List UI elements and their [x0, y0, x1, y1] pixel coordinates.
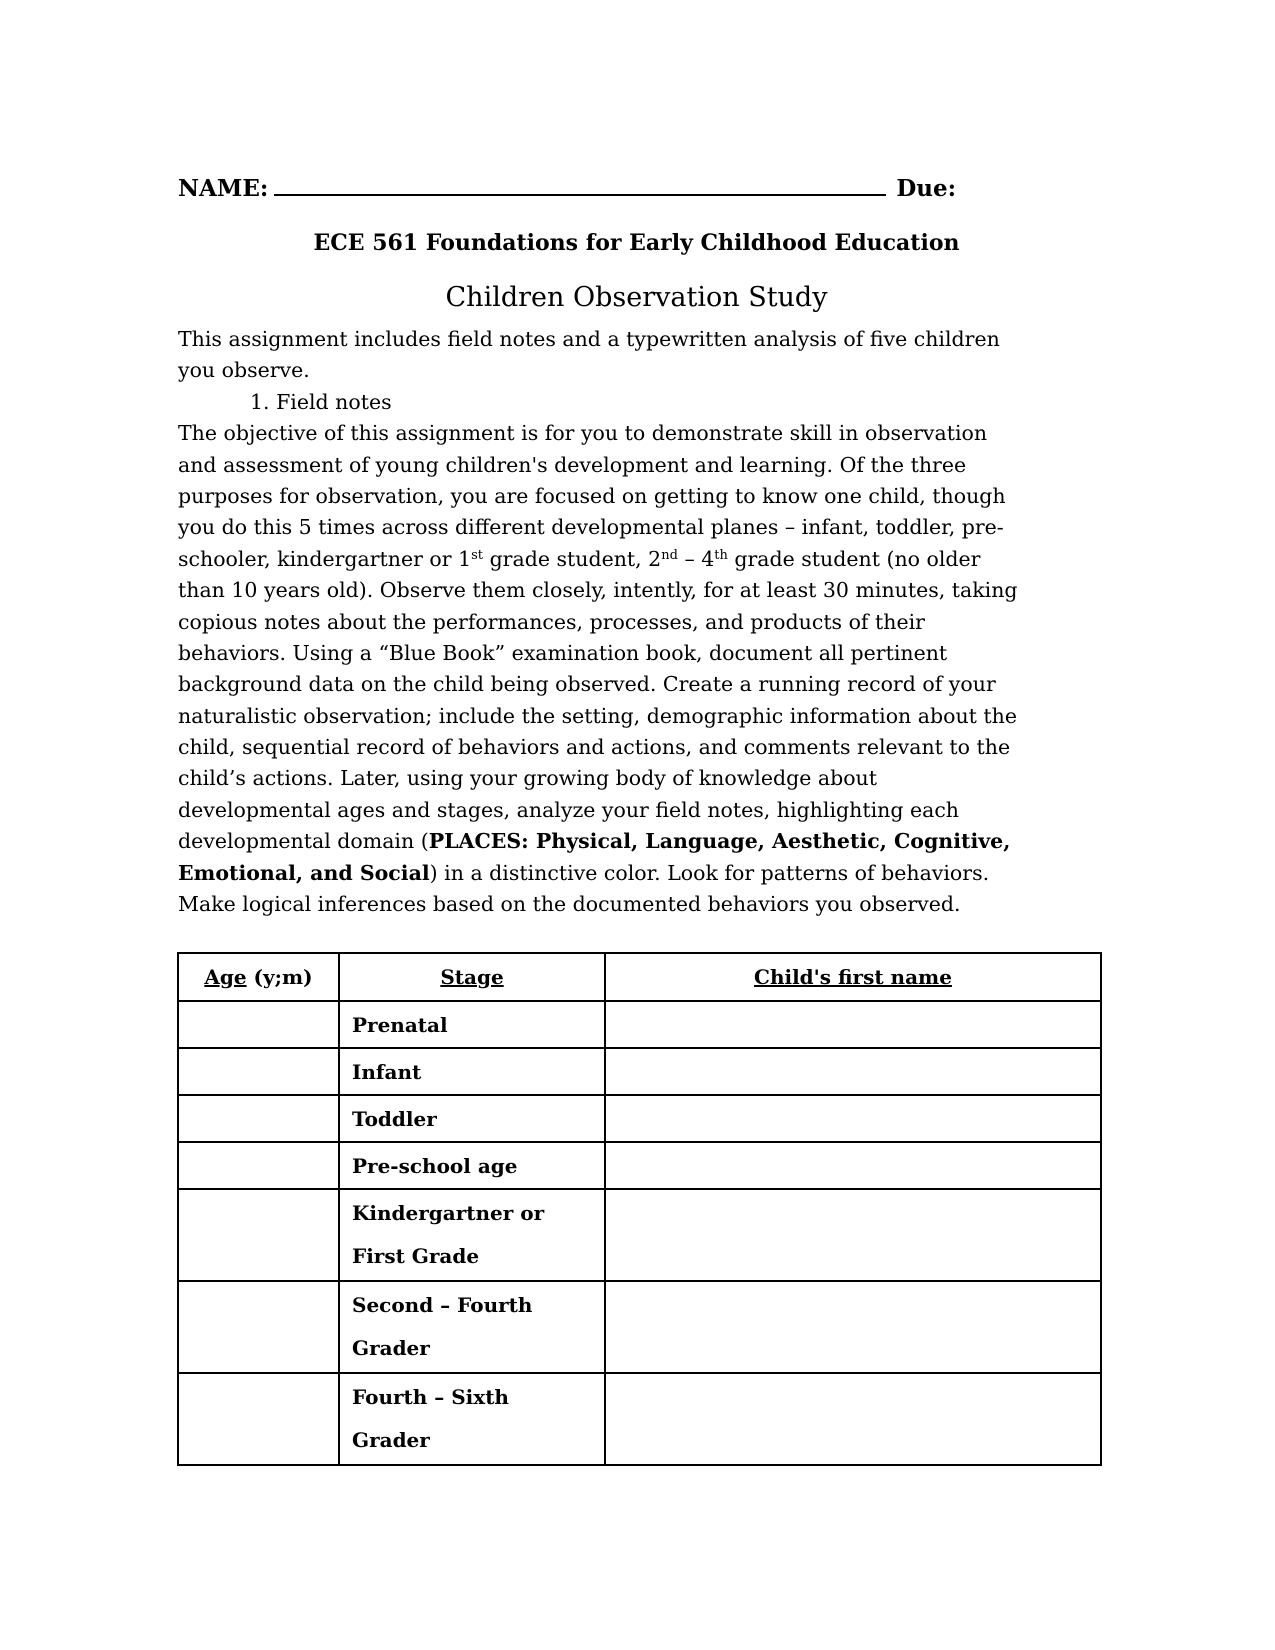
- child-name-cell[interactable]: [605, 1189, 1101, 1281]
- age-header-unit: (y;m): [246, 965, 313, 989]
- body-line-5: and assessment of young children's development and learning. Of the three: [178, 452, 967, 477]
- age-cell[interactable]: [178, 1095, 339, 1142]
- body-line-12: background data on the child being observed. Create a running record of your: [178, 672, 996, 697]
- observation-table: [177, 952, 1102, 1466]
- col-header-stage: [339, 953, 605, 1001]
- stage-label: Fourth – Sixth: [352, 1385, 509, 1409]
- body-line-1: This assignment includes field notes and a typewritten analysis of five children: [178, 327, 1000, 351]
- body-line-19: Make logical inferences based on the documented behaviors you observed.: [178, 892, 961, 917]
- numbered-list-item: 1. Field notes: [250, 389, 392, 414]
- stage-label: Pre-school age: [352, 1154, 518, 1178]
- child-name-cell[interactable]: [605, 1373, 1101, 1465]
- age-cell[interactable]: [178, 1048, 339, 1095]
- body-line-8-text: schooler, kindergartner or 1: [178, 546, 472, 571]
- document-title: Children Observation Study: [445, 282, 828, 313]
- stage-cell: [339, 1048, 605, 1095]
- age-cell[interactable]: [178, 1142, 339, 1189]
- child-name-header-text: Child's first name: [754, 965, 952, 989]
- stage-label-line2: First Grade: [352, 1244, 480, 1268]
- body-line-8-text: grade student, 2: [483, 546, 662, 571]
- row-fourth-sixth-grader: [178, 1373, 1101, 1465]
- child-name-cell[interactable]: [605, 1001, 1101, 1048]
- due-label: Due:: [896, 175, 957, 202]
- stage-cell: [339, 1281, 605, 1373]
- row-toddler: [178, 1095, 1101, 1142]
- child-name-cell[interactable]: [605, 1048, 1101, 1095]
- body-line-18-text: ) in a distinctive color. Look for patterns of behaviors.: [429, 860, 990, 885]
- body-line-15: child’s actions. Later, using your growing body of knowledge about: [178, 766, 877, 791]
- body-line-10: copious notes about the performances, processes, and products of their: [178, 609, 925, 634]
- stage-label: Infant: [352, 1060, 422, 1084]
- name-fill-in-blank[interactable]: [274, 172, 886, 196]
- age-cell[interactable]: [178, 1001, 339, 1048]
- stage-label-line2: Grader: [352, 1336, 430, 1360]
- name-label: NAME:: [178, 175, 269, 202]
- col-header-child-name: [605, 953, 1101, 1001]
- row-preschool: [178, 1142, 1101, 1189]
- stage-label: Prenatal: [352, 1013, 448, 1037]
- body-line-9: than 10 years old). Observe them closely, intently, for at least 30 minutes, taking: [178, 578, 1018, 603]
- col-header-age: [178, 953, 339, 1001]
- child-name-cell[interactable]: [605, 1095, 1101, 1142]
- places-bold-text: PLACES: Physical, Language, Aesthetic, Cognitive,: [428, 829, 1011, 854]
- body-line-18: [178, 858, 1108, 889]
- stage-label: Toddler: [352, 1107, 437, 1131]
- body-line-11: behaviors. Using a “Blue Book” examination book, document all pertinent: [178, 640, 948, 665]
- body-line-16: developmental ages and stages, analyze your field notes, highlighting each: [178, 797, 960, 822]
- stage-label: Second – Fourth: [352, 1293, 533, 1317]
- age-header-underlined: Age: [204, 965, 247, 989]
- body-line-17: [178, 826, 1108, 857]
- age-cell[interactable]: [178, 1373, 339, 1465]
- child-name-cell[interactable]: [605, 1142, 1101, 1189]
- stage-cell: [339, 1095, 605, 1142]
- course-title: ECE 561 Foundations for Early Childhood Education: [313, 230, 960, 256]
- body-line-4: The objective of this assignment is for you to demonstrate skill in observation: [178, 421, 988, 446]
- body-line-17-text: developmental domain (: [178, 829, 429, 854]
- age-cell[interactable]: [178, 1281, 339, 1373]
- body-line-13: naturalistic observation; include the setting, demographic information about the: [178, 703, 1017, 728]
- stage-label-line2: Grader: [352, 1428, 430, 1452]
- body-line-8-text: grade student (no older: [727, 546, 981, 571]
- stage-label: Kindergartner or: [352, 1201, 545, 1225]
- stage-header-text: Stage: [440, 965, 504, 989]
- table-header-row: [178, 953, 1101, 1001]
- row-second-fourth-grader: [178, 1281, 1101, 1373]
- child-name-cell[interactable]: [605, 1281, 1101, 1373]
- body-line-14: child, sequential record of behaviors and actions, and comments relevant to the: [178, 735, 1011, 760]
- ordinal-superscript: th: [714, 547, 728, 563]
- age-cell[interactable]: [178, 1189, 339, 1281]
- stage-cell: [339, 1373, 605, 1465]
- body-line-8-text: – 4: [677, 546, 715, 571]
- ordinal-superscript: st: [471, 547, 484, 563]
- stage-cell: [339, 1142, 605, 1189]
- assignment-description: [178, 324, 1108, 920]
- body-line-7: you do this 5 times across different developmental planes – infant, toddler, pre-: [178, 515, 1004, 540]
- places-bold-text: Emotional, and Social: [178, 860, 430, 885]
- body-line-2: you observe.: [178, 358, 310, 383]
- stage-cell: [339, 1189, 605, 1281]
- row-prenatal: [178, 1001, 1101, 1048]
- ordinal-superscript: nd: [661, 547, 678, 563]
- row-infant: [178, 1048, 1101, 1095]
- row-kindergartner-first-grade: [178, 1189, 1101, 1281]
- name-due-row: [178, 172, 1118, 204]
- body-line-6: purposes for observation, you are focused on getting to know one child, though: [178, 483, 1006, 508]
- stage-cell: [339, 1001, 605, 1048]
- body-line-8: [178, 544, 1108, 575]
